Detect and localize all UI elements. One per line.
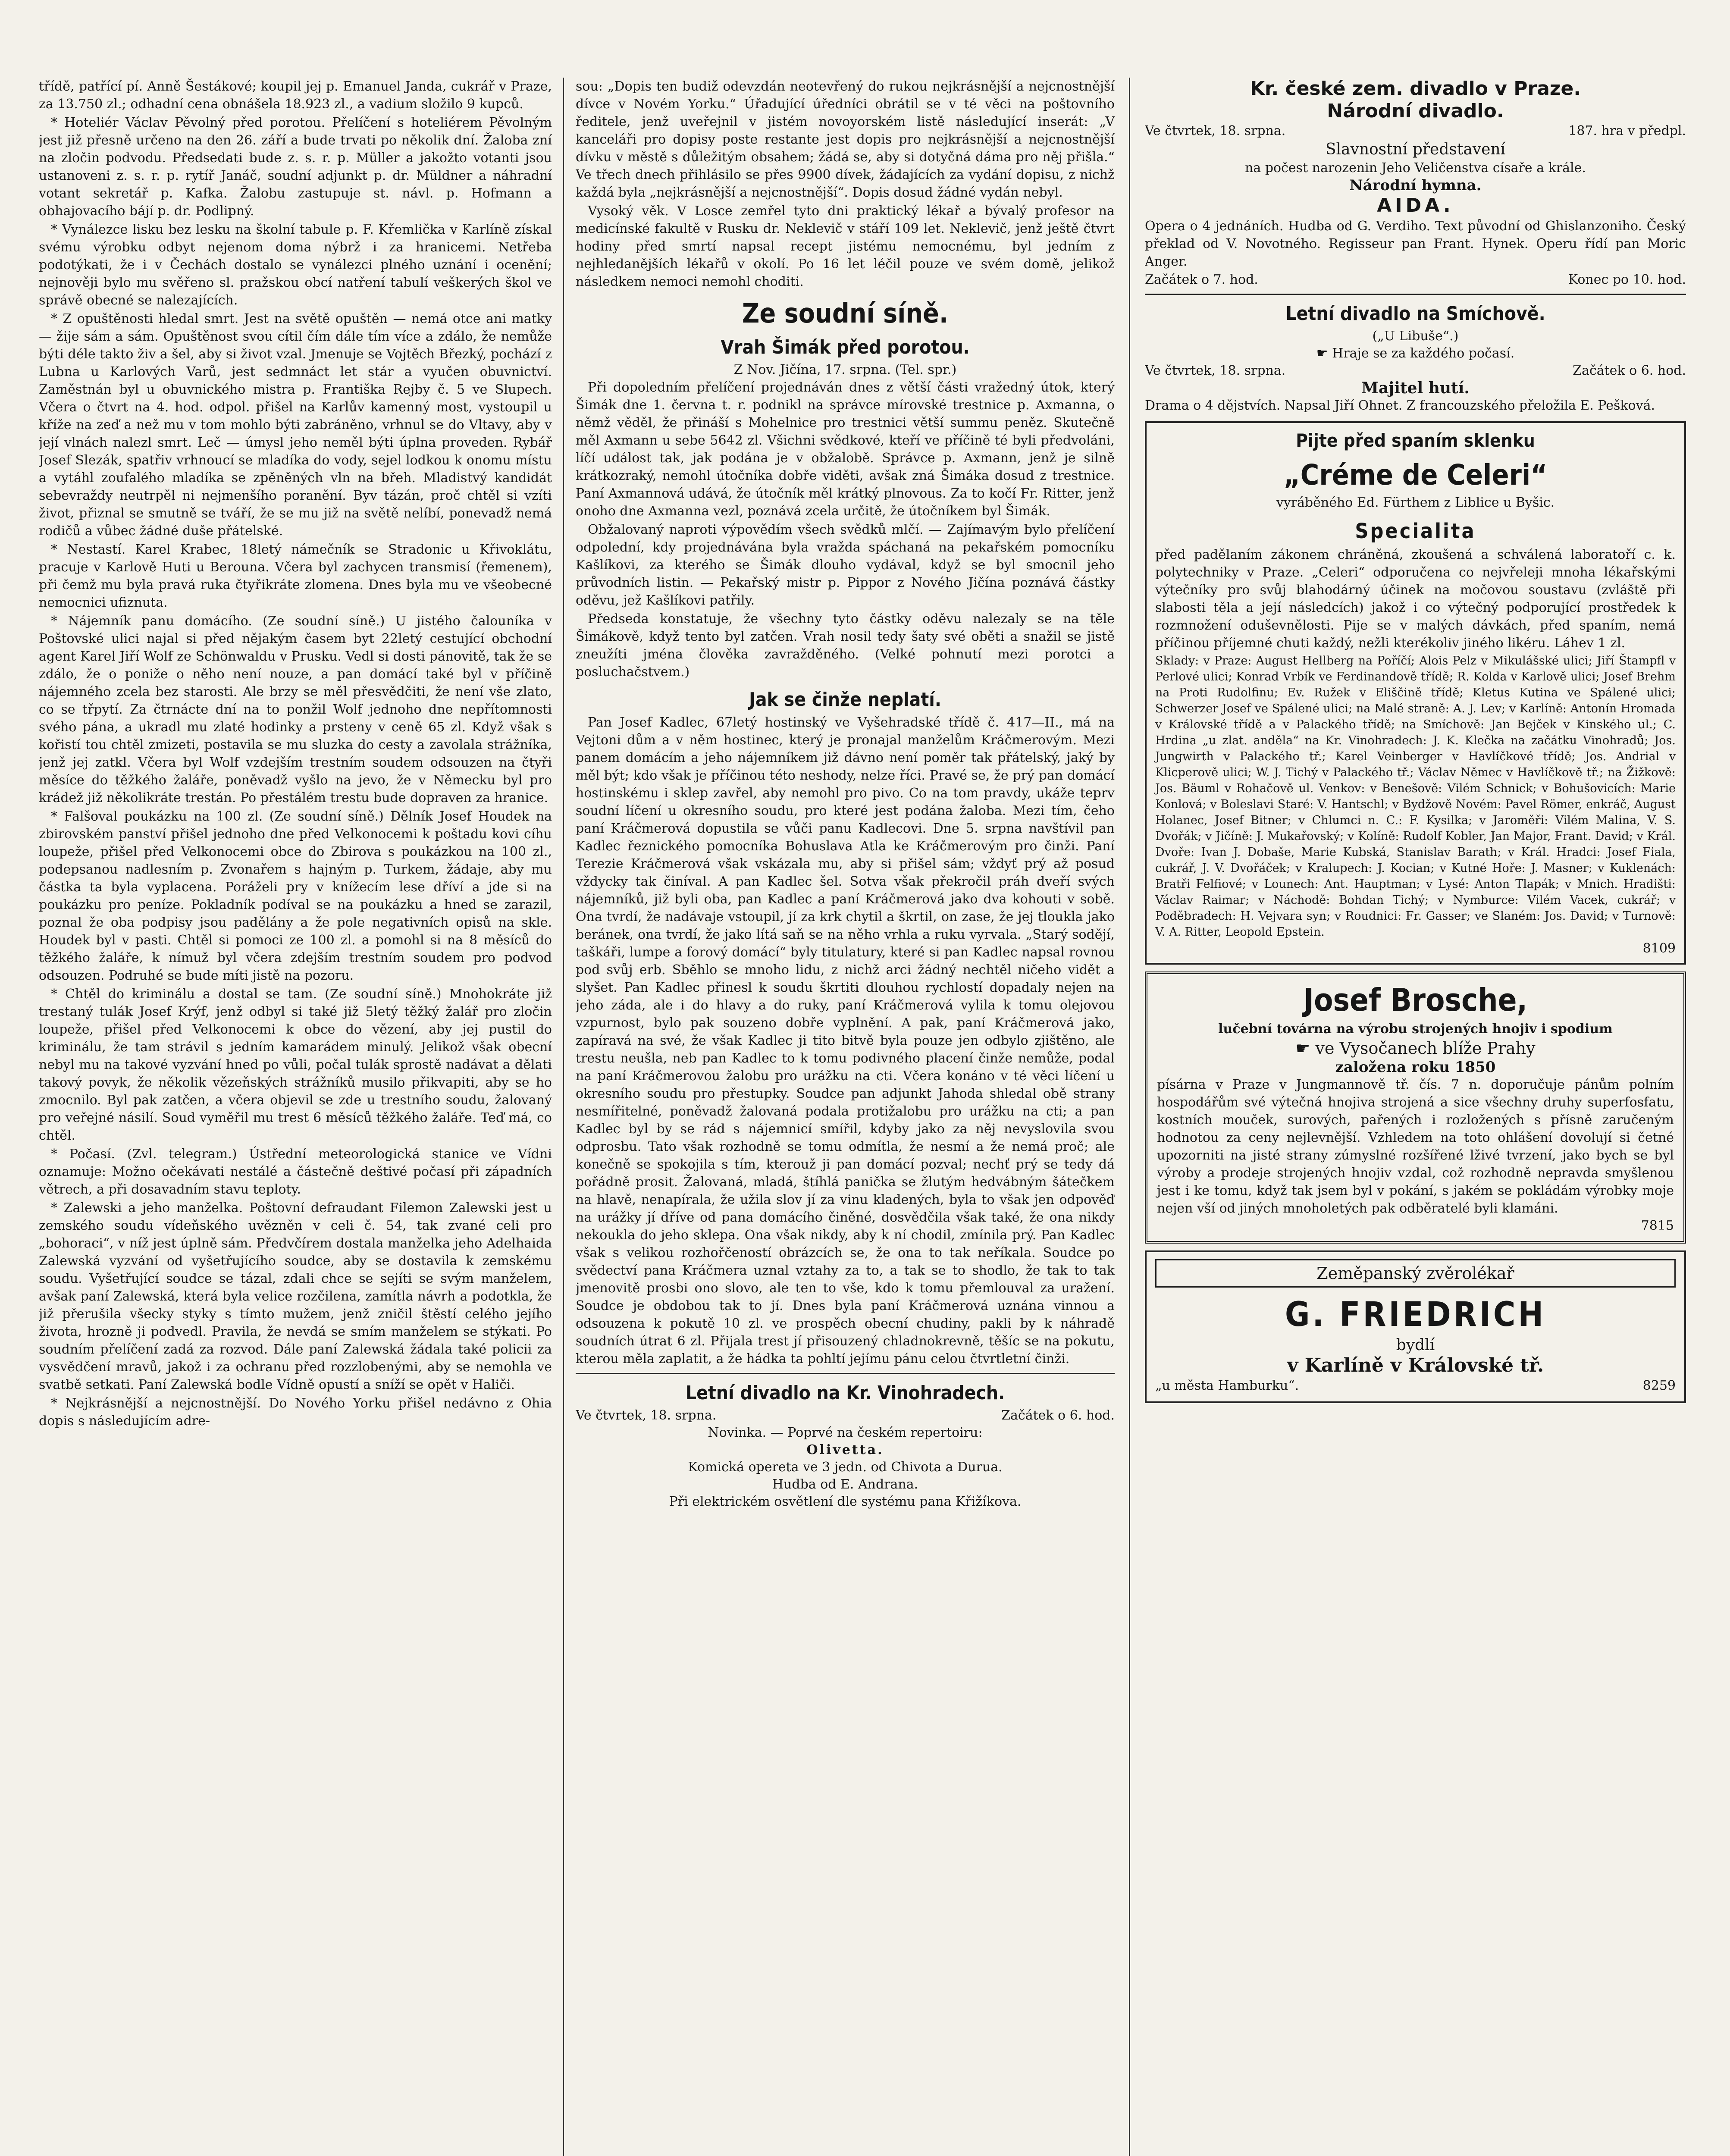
theatre-header: Kr. české zem. divadlo v Praze. [1250,78,1581,100]
column-rule [563,78,564,2156]
theatre-name: Národní divadlo. [1327,100,1504,122]
advert-house: „u města Hamburku“. [1155,1378,1299,1393]
advert-lead: Pijte před spaním sklenku [1296,430,1535,451]
theatre-title: Letní divadlo na Kr. Vinohradech. [685,1382,1005,1404]
news-paragraph: sou: „Dopis ten budiž odevzdán neotevřený do rukou nejkrásnější a nejcnostnější dívce v Novém Yorku.“ Úřadující úředníci obrátil se v té věci na poštovního ředitele, jenž uveřejnil v jistém novoyorském listě následující inserát: „V kanceláři pro dopisy poste restante jest dopis pro nejkrásnější a nejcnostnější dívku v městě s důležitým obsahem; žádá se, aby si dotyčná dáma pro něj přišla.“ Ve třech dnech přihlásilo se přes 9900 dívek, žádajících za vydání dopisu, z nichž každá byla „nejkrásnější a nejcnostnější“. Dopis dosud žádné vydán nebyl. [576,79,1115,200]
theatre-line: Národní hymna. [1349,177,1482,194]
theatre-line-text: Hraje se za každého počasí. [1332,346,1515,361]
theatre-line: („U Libuše“.) [1372,329,1459,344]
news-paragraph: * Počasí. (Zvl. telegram.) Ústřední meteorologická stanice ve Vídni oznamuje: Možno očekávati nestálé a částečně deštivé počasí při západních větrech, a při dosavadním stavu teploty. [39,1147,552,1197]
advert-sklady: Sklady: v Praze: August Hellberg na Poříčí; Alois Pelz v Mikulášské ulici; Jiří Štampfl v Perlové ulici; Konrad Vrbík ve Ferdinandově třídě; R. Kolda v Karlově ulici; Josef Brehm na Proti Rudolfinu; Ev. Ružek v Eliščině třídě; Kletus Kutina ve Spálené ulici; Schwerzer Josef ve Spálené ulici; na Malé straně: A. J. Lev; v Karlíně: Antonín Hromada v Královské třídě a v Palackého třídě; na Smíchově: Jan Bejček v Kinského ul.; C. Hrdina „u zlat. anděla“ na Kr. Vinohradech: J. K. Klečka na začátku Vinohradů; Jos. Jungwirth v Palackého tř.; Karel Veinberger v Havlíčkové třídě; Jos. Andrial v Klicperově ulici; W. J. Tichý v Palackého tř.; Václav Němec v Havlíčkově tř.; na Žižkově: Jos. Bäuml v Rohačově ul. Venkov: v Benešově: Vilém Schnick; v Bohušovicích: Marie Konlová; v Boleslavi Staré: V. Hantschl; v Bydžově Novém: Pavel Römer, enkráč, August Holanec, Josef Bitner; v Chlumci n. C.: F. Kysilka; v Jaroměři: Vilém Malina, V. S. Dvořák; v Jičíně: J. Mukařovský; v Kolíně: Rudolf Kobler, Jan Major, Frant. David; v Král. Dvoře: Ivan J. Dobaše, Marie Kubská, Stanislav Barath; v Král. Hradci: Josef Fiala, cukrář, J. V. Dvořáček; v Kralupech: J. Kocian; v Kutné Hoře: J. Masner; v Kuklenách: Bratři Felfiové; v Lounech: Ant. Hauptman; v Lysé: Anton Tlapák; v Mnich. Hradišti: Václav Raimar; v Náchodě: Bohdan Tichý; v Nymburce: Vilém Vacek, cukrář; v Poděbradech: H. Vejvara syn; v Roudnici: Fr. Gasser; ve Slaném: Jos. David; v Turnově: V. A. Ritter, Leopold Epstein. [1155,654,1676,939]
theatre-num: 187. hra v předpl. [1568,123,1686,138]
theatre-title: Letní divadlo na Smíchově. [1285,303,1545,325]
advert-maker: vyráběného Ed. Fürthem z Liblice u Byšic. [1276,495,1555,510]
newspaper-page [39,78,1686,2156]
advert-sub: lučební továrna na výrobu strojených hnojiv i spodium [1218,1022,1613,1037]
advert-loc: ☛ ve Vysočanech blíže Prahy [1295,1039,1536,1058]
article-title: Vrah Šimák před porotou. [721,336,970,358]
theatre-play: Olivetta. [806,1442,884,1457]
column-ads [1145,78,1686,1410]
theatre-play: AIDA. [1377,194,1454,216]
divider [1145,294,1686,295]
theatre-line: Slavnostní představení [1325,141,1506,158]
advert-loc-text: ve Vysočanech blíže Prahy [1315,1039,1536,1058]
advert-addr: v Karlíně v Královské tř. [1287,1354,1544,1376]
news-paragraph: * Nestastí. Karel Krabec, 18letý námečník se Stradonic u Křivoklátu, pracuje v Karlově Huti u Berouna. Včera byl zachycen transmisí (řemenem), při čemž mu byla pravá ruka čtyřikráte zlomena. Dnes byla mu ve všeobecné nemocnici ufiznuta. [39,542,552,610]
advert-friedrich [1145,1250,1686,1403]
theatre-desc: Opera o 4 jednáních. Hudba od G. Verdiho. Text původní od Ghislanzoniho. Český překlad od V. Novotného. Regisseur pan Frant. Hynek. Operu řídí pan Moric Anger. [1145,219,1686,269]
advert-text: před padělaním zákonem chráněná, zkoušená a schválená laboratoří c. k. polytechniky v Praze. „Celeri“ odporučena co nejvřeleji mnoha lékařskými výtečníky pro svůj blahodárný účinek na močovou soustavu (zvláště při slabosti těla a její následcích) jakož i co výtečný podporující prostředek k rozmnožení oduševnělosti. Pije se v malých dávkách, před spaním, nemá příčinou příjemné chuti každý, nežli kterékoliv jiného likéru. Láhev 1 zl. [1155,547,1676,651]
advert-lives: bydlí [1396,1336,1435,1354]
advert-number: 8259 [1642,1378,1676,1393]
article-paragraph: Pan Josef Kadlec, 67letý hostinský ve Vyšehradské třídě č. 417—II., má na Vejtoni dům a v něm hostinec, který je pronajal manželům Kráčmerovým. Mezi panem domácím a jeho nájemníkem již dávno není poměr tak přátelský, jaký by měl být; kdo však je příčinou této neshody, nelze říci. Pravé se, že prý pan domácí hostinskému i sklep zavřel, aby nemohl pro pivo. Co na tom pravdy, ukáže teprv soudní líčení u okresního soudu, pro které jest podána žaloba. Mezi tím, čeho paní Kráčmerová dopustila se vůči panu Kadlecovi. Dne 5. srpna navštívil pan Kadlec řeznického pomocníka Bohuslava Atla ke Kráčmerovým pro činži. Paní Terezie Kráčmerová však vskázala mu, aby si přišel sám; vždyť prý až posud vždycky tak činíval. A pan Kadlec šel. Sotva však překročil práh dveří svých nájemníků, již byli oba, pan Kadlec a paní Kráčmerová jako dva kohouti v sobě. Ona tvrdí, že nadávaje vstoupil, jí za krk chytil a škrtil, on zase, že jej tloukla jako beránek, ona tvrdí, že jako lítá saň se na něho vrhla a ruku vyrvala. „Starý sodějí, taškáři, lumpe a forový domácí“ byly titulatury, které si pan Kadlec napsal rovnou pod svůj erb. Sběhlo se mnoho lidu, z nichž arci žádný nechtěl ničeho vidět a slyšet. Pan Kadlec přinesl k soudu škrtiti dlouhou rychlostí dopadaly nejen na jeho záda, ale i do hlavy a do ruky, paní Kráčmerová vylila k tomu olejovou vzpurnost, bylo pak souzeno dobře vyplnění. A pak, paní Kráčmerová jako, zapíravá na své, že však Kadlec ji tito bitvě byla pouze jen odbylo zjištěno, ale trestu neušla, neb pan Kadlec to k tomu podivného placení činže nemůže, podal na paní Kráčmerovou žalobu pro urážku na cti. Včera konáno v té věci líčení u okresního soudu pro přestupky. Soudce pan adjunkt Jahoda shledal obě strany nesmířitelné, poněvadž žalovaná podala protižalobu pro urážku na cti; a pan Kadlec byl by se rád s nájemnicí smířil, kdyby jako za něj nevyslovila svou odprosbu. Tato však rozhodně se tomu odmítla, že nesmí a že nemá proč; ale konečně se spokojila s tím, kterouž ji pan domácí pozval; nechť prý se tedy dá pořádně prosit. Žalovaná, mladá, štíhlá panička se žlutým hedvábným šátečkem na hlavě, nenapírala, že užila slov jí za vinu kladených, byla to však jen odpověď na urážky jí dříve od pana domácího činěné, dosvědčila však také, že ona nikdy nekoukla do jeho sklepa. Ona však nikdy, aby k ní chodil, zmínila prý. Pan Kadlec však s velikou rozhořčeností obrázcích se, že ona to tak neříkala. Soudce po svědectví pana Kráčmera uznal vztahy za to, a tak se to shodlo, že tak to tak jmenovitě prosbi ono slovo, ale ten to vše, kdo k tomu přemlouval za uražení. Soudce je obdobou tak to jí. Dnes byla paní Kráčmerová uznána vinnou a odsouzena k pokutě 10 zl. ve prospěch obecní chudiny, pakli by k náhradě soudních útrat 6 zl. Přijala trest jí přisouzený chladnokrevně, těšíc se na pokutu, kterou měla zaplatit, a že hádka ta pohltí jejímu pánu celou čtvrtletní činži. [576,715,1115,1366]
theatre-line: Při elektrickém osvětlení dle systému pana Křižíkova. [669,1494,1022,1509]
theatre-date: Ve čtvrtek, 18. srpna. [576,1408,717,1423]
article-paragraph: Předseda konstatuje, že všechny tyto částky oděvu nalezaly se na těle Šimákově, když tento byl zatčen. Vrah nosil tedy šaty své oběti a snažil se jistě zneužíti jména člověka zavražděného. (Velké pohnutí mezi porotci a posluchačstvem.) [576,611,1115,680]
news-paragraph: * Zalewski a jeho manželka. Poštovní defraudant Filemon Zalewski jest u zemského soudu vídeňského uvězněn v celi č. 54, tak zvané celi pro „bohoraci“, v níž jest úplně sám. Předvčírem dostala manželka jeho Adelhaida Zalewská vyzvání od vyšetřujícího soudce, aby se dostavila k zemskému soudu. Vyšetřující soudce se tázal, zdali chce se sejíti se svým manželem, avšak paní Zalewská, která byla velice rozčilena, zamítla návrh a podotkla, že již přerušila všecky styky s tímto mužem, jenž zničil štěstí celého jejího života, hrozně ji podvedl. Pravila, že nevdá se smím manželem se stýkati. Po soudním přelíčení zadá za rozvod. Dále paní Zalewská žádala také policii za vysvědčení mravů, jakož i za ochranu před rozzlobenými, aby se nemohla ve svatbě setkati. Paní Zalewská bodle Vídně opustí a sníží se opět v Haliči. [39,1200,552,1392]
theatre-line: Hudba od E. Andrana. [772,1477,918,1492]
news-paragraph: * Vynálezce lisku bez lesku na školní tabule p. F. Křemlička v Karlíně získal svému výrobku odbyt nejenom doma nýbrž i za hranicemi. Netřeba podotýkati, že i v Čechách dostalo se vynálezci plného uznání i ocenění; nejnověji bylo mu svěřeno sl. pražskou obcí natření tabulí veškerých škol ve správě obecné se nalezajících. [39,222,552,308]
theatre-desc: Drama o 4 dějstvích. Napsal Jiří Ohnet. Z francouzského přeložila E. Pešková. [1145,398,1655,413]
theatre-line: ☛ Hraje se za každého počasí. [1316,346,1515,361]
column-news-2 [576,78,1115,1510]
theatre-line: Novinka. — Poprvé na českém repertoiru: [708,1425,983,1440]
theatre-end: Konec po 10. hod. [1568,272,1686,287]
advert-spec: Specialita [1355,519,1476,543]
news-paragraph: * Chtěl do kriminálu a dostal se tam. (Ze soudní síně.) Mnohokráte již trestaný tulák Josef Krýf, jenž odbyl si také již 5letý těžký žalář pro zločin loupeže, přišel před Velkonocemi k obce do vězení, aby jej pustil do kriminálu, že tam strávil s jedním kamarádem minulý. Jelikož však obecní nebyl mu na takové vyzvání hned po vůli, počal tulák sprostě nadávat a dělati takový povyk, že několik vězeňských strážníků musilo přikvapiti, aby se ho zmocnilo. Byl pak zatčen, a včera objevil se zde u trestního soudu, žalovaný pro veřejné násilí. Soud vyměřil mu trest 6 měsíců těžkého žaláře. Teď má, co chtěl. [39,987,552,1143]
news-paragraph: * Z opuštěnosti hledal smrt. Jest na světě opuštěn — nemá otce ani matky — žije sám a sám. Opuštěnost svou cítil čím dále tím více a zdálo, že nemůže býti déle takto živ a šel, aby si život vzal. Jmenuje se Vojtěch Březký, pochází z Lubna u Karlových Varů, jest sedmnáct let stár a vyučen obuvnictví. Zaměstnán byl u obuvnického mistra p. Františka Rejby č. 5 ve Slupech. Včera o čtvrt na 4. hod. odpol. přišel na Karlův kamenný most, vystoupil u kříže na zeď a než mu v tom mohlo býti zabráněno, vrhnul se do Vltavy, aby v její vlnách nalezl smrt. Leč — úmysl jeho neměl býti úplna proveden. Rybář Josef Slezák, spatřiv vrhnoucí se mladíka do vody, sejel lodkou k onomu místu a vytáhl zoufalého mladíka se zpěněných vln na břeh. Mladistvý kandidát sebevraždy neutrpěl ni nejmenšího poranění. Byv tázán, proč chtěl si vzíti život, přiznal se smutně se tváří, že se mu již na světě nelíbí, ponevadž nemá rodičů a vůbec žádné duše přátelské. [39,311,552,539]
theatre-date-row [1145,362,1686,379]
dateline: Z Nov. Jičína, 17. srpna. (Tel. spr.) [733,362,957,377]
column-rule [1129,78,1130,2156]
news-paragraph: * Nejkrásnější a nejcnostnější. Do Nového Yorku přišel nedávno z Ohia dopis s následujícím adre- [39,1396,552,1429]
article-title: Jak se činže neplatí. [749,689,941,711]
news-paragraph: třídě, patřící pí. Anně Šestákové; koupil jej p. Emanuel Janda, cukrář v Praze, za 13.750 zl.; odhadní cena obnášela 18.923 zl., a vadium složilo 9 kupců. [39,79,552,112]
theatre-play: Majitel hutí. [1361,379,1470,397]
theatre-start: Začátek o 6. hod. [1001,1408,1115,1423]
divider [576,1373,1115,1374]
news-paragraph: Vysoký věk. V Losce zemřel tyto dni praktický lékař a bývalý profesor na medicínské fakultě v Rusku dr. Neklevič v stáří 109 let. Neklevič, jenž ještě čtvrt hodiny před smrtí napsal recept jistému nemocnému, byl jedním z nejhledanějších lékařů v okolí. Po 16 let léčil pouze ve svém domě, jelikož následkem nemoci nemohl choditi. [576,204,1115,289]
theatre-start: Začátek o 7. hod. [1145,272,1258,287]
column-news-1 [39,78,552,1431]
theatre-line: na počest narozenin Jeho Veličenstva císaře a krále. [1245,160,1586,175]
advert-title: Josef Brosche, [1303,982,1528,1018]
theatre-date-row [576,1407,1115,1424]
advert-est: založena roku 1850 [1335,1059,1496,1076]
advert-brosche [1145,971,1686,1244]
advert-number: 7815 [1641,1218,1674,1233]
advert-lead: Zeměpanský zvěrolékař [1155,1259,1676,1288]
theatre-date-row [1145,122,1686,140]
theatre-start: Začátek o 6. hod. [1573,363,1686,378]
theatre-date: Ve čtvrtek, 18. srpna. [1145,363,1286,378]
advert-creme [1145,421,1686,965]
article-paragraph: Při dopoledním přelíčení projednáván dnes z větší části vražedný útok, který Šimák dne 1. června t. r. podnikl na správce mírovské trestnice p. Axmanna, o němž věděl, že přináší s Mohelnice pro trestnici větší summu peněz. Skutečně měl Axmann u sebe 5642 zl. Všichni svědkové, kteří ve příčině té byli předvoláni, líčí událost tak, jak podána je v obžalobě. Správce p. Axmann, jenž je silně krátkozraký, nemohl útočníka dobře viděti, avšak zná Šimáka dosud z trestnice. Paní Axmannová udává, že útočník měl krátký plnovous. Za to kočí Fr. Ritter, jenž onoho dne Axmanna vezl, poznává zcela určitě, že útočníkem byl Šimák. [576,380,1115,519]
theatre-date: Ve čtvrtek, 18. srpna. [1145,123,1286,138]
news-paragraph: * Nájemník panu domácího. (Ze soudní síně.) U jistého čalouníka v Poštovské ulici najal si před nějakým časem byt 22letý cestující obchodní agent Karel Jiří Wolf ze Schönwaldu v Prusku. Vedl si dosti pánovitě, tak že se zdálo, že o poniže o něho není nouze, a pan domácí také byl v příčině nájemného zcela bez starosti. Ale brzy se měl přesvědčiti, že není vše zlato, co se třpytí. Za čtrnácte dní na to ponžil Wolf jednoho dne nepřítomnosti svého pána, a ukradl mu zlaté hodinky a prsteny v ceně 65 zl. Když však s kořistí tou chtěl zmizeti, postavila se mu sluzka do cesty a zavolala strážníka, jenž jej zatkl. Včera byl Wolf vzdejším trestním soudem odsouzen na čtyři měsíce do těžkého žaláře, poněvadž vyšlo na jevo, že v Německu byl pro krádež již několikráte trestán. Po přestálém trestu bude dopraven za hranice. [39,614,552,805]
section-heading: Ze soudní síně. [742,298,949,329]
news-paragraph: * Hoteliér Václav Pěvolný před porotou. Přelíčení s hoteliérem Pěvolným jest již přesně určeno na den 26. září a bude trvati po několik dní. Žaloba zní na zločin podvodu. Předsedati bude z. s. r. p. Müller a jakožto votanti jsou ustanoveni z. s. r. p. rytíř Janáč, soudní adjunkt p. dr. Müldner a náhradní votant sekretář p. Kafka. Žalobu zastupuje st. návl. p. Hofmann a obhajovacího bájí p. dr. Podlipný. [39,115,552,219]
theatre-line: Komická opereta ve 3 jedn. od Chivota a Duruа. [688,1460,1003,1475]
advert-title: G. FRIEDRICH [1285,1295,1546,1334]
advert-title: „Créme de Celeri“ [1283,458,1548,492]
advert-foot [1155,1377,1676,1395]
news-paragraph: * Falšoval poukázku na 100 zl. (Ze soudní síně.) Dělník Josef Houdek na zbirovském panství přišel jednoho dne před Velkonocemi k poštadu kovi cíhu loupeže, přišel před Velkonocemi obce do Zbirova s poukázkou na 100 zl., podepsanou nadlesním p. Zvonařem s hajným p. Turkem, žádaje, aby mu částka ta byla vyplacena. Poráželi pry v knížecím lese dříví a jde si na poukázku pro peníze. Pokladník podíval se na poukázku a hned se zarazil, poznal že oba podpisy jsou padělány a že pole negativních opisů na skle. Houdek byl v pasti. Chtěl si pomoci ze 100 zl. a pomohl si na 8 měsíců do těžkého žaláře, k nímuž byl včera zdejším trestním soudem pro podvod odsouzen. Podruhé se bude míti jistě na pozoru. [39,809,552,983]
advert-text: písárna v Praze v Jungmannově tř. čís. 7 n. doporučuje pánům polním hospodářům své výtečná hnojiva strojená a sice všechny druhy superfosfatu, kostních mouček, surových, pařených i rozložených s přísně zaručeným hodnotou za ceny nejlevnější. Vzhledem na toto ohlášení dovolují si četné upozorniti na jisté strany zúmyslné rozšířené lživé tvrzení, jako bych se byl výroby a prodeje strojených hnojiv vzdal, což rozhodně nepravda smyšlenou jest i ke tomu, když tak jsem byl v pokání, s jakém se pokládám výrobky moje nejen vší od jiných mnoholetých pak odběratelé byli klamáni. [1157,1077,1674,1216]
advert-number: 8109 [1642,941,1676,956]
theatre-time-row [1145,271,1686,288]
article-paragraph: Obžalovaný naproti výpovědím všech svědků mlčí. — Zajímavým bylo přelíčení odpolední, kdy projednávána byla vražda spáchaná na pekařském pomocníku Kašlíkovi, za kterého se Šimák dlouho vydával, když se byl smocnil jeho průvodních listin. — Pekařský mistr p. Pippor z Nového Jičína poznává částky oděvu, jež Kašlíkovi patřily. [576,522,1115,608]
